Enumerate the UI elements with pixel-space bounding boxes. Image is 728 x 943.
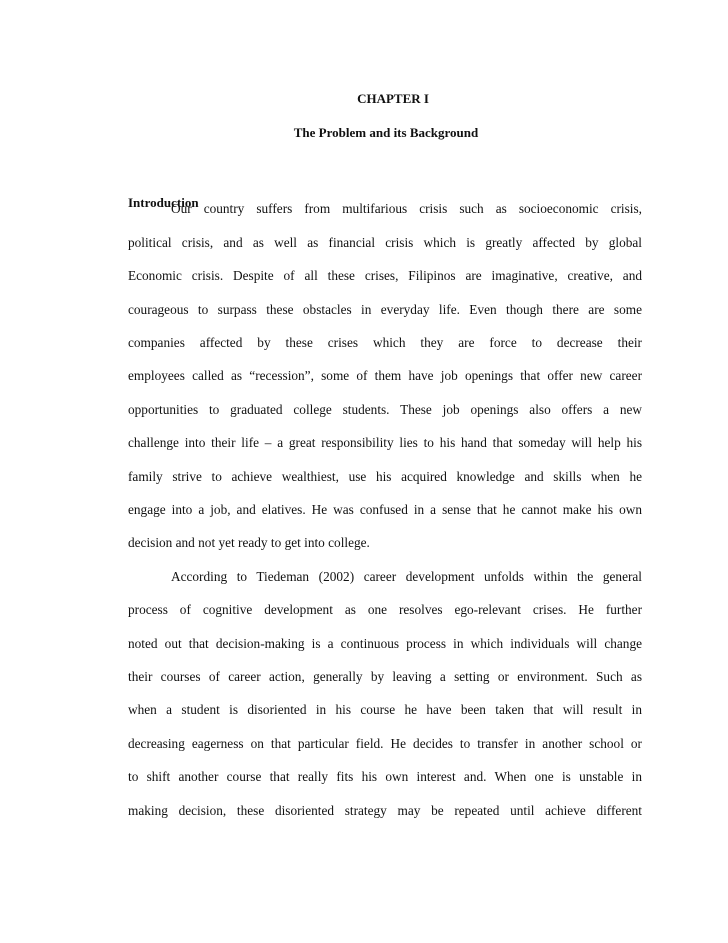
paragraph-line: making decision, these disoriented strategy may be repeated until achieve different [128,803,642,818]
paragraph-line: courageous to surpass these obstacles in everyday life. Even though there are some [128,302,642,317]
paragraph-line: companies affected by these crises which they are force to decrease their [128,335,642,350]
paragraph-line: opportunities to graduated college students. These job openings also offers a new [128,402,642,417]
paragraph-line: decision and not yet ready to get into college. [128,535,370,550]
paragraph-line: According to Tiedeman (2002) career development unfolds within the general [171,569,642,584]
paragraph-line: to shift another course that really fits his own interest and. When one is unstable in [128,769,642,784]
paragraph-line: Our country suffers from multifarious crisis such as socioeconomic crisis, [171,201,642,216]
paragraph-line: employees called as “recession”, some of them have job openings that offer new career [128,368,642,383]
paragraph-line: noted out that decision-making is a continuous process in which individuals will change [128,636,642,651]
paragraph-line: their courses of career action, generally by leaving a setting or environment. Such as [128,669,642,684]
paragraph-line: decreasing eagerness on that particular field. He decides to transfer in another school or [128,736,642,751]
chapter-heading: CHAPTER I [357,91,429,106]
paragraph-line: process of cognitive development as one resolves ego-relevant crises. He further [128,602,642,617]
section-heading: Introduction [128,195,199,210]
paragraph-line: political crisis, and as well as financial crisis which is greatly affected by global [128,235,642,250]
paragraph-line: Economic crisis. Despite of all these crises, Filipinos are imaginative, creative, and [128,268,642,283]
paragraph-line: engage into a job, and elatives. He was confused in a sense that he cannot make his own [128,502,642,517]
chapter-title: The Problem and its Background [293,125,479,140]
paragraph-line: family strive to achieve wealthiest, use his acquired knowledge and skills when he [128,469,642,484]
paragraph-line: when a student is disoriented in his course he have been taken that will result in [128,702,642,717]
paragraph-line: challenge into their life – a great responsibility lies to his hand that someday will help his [128,435,642,450]
